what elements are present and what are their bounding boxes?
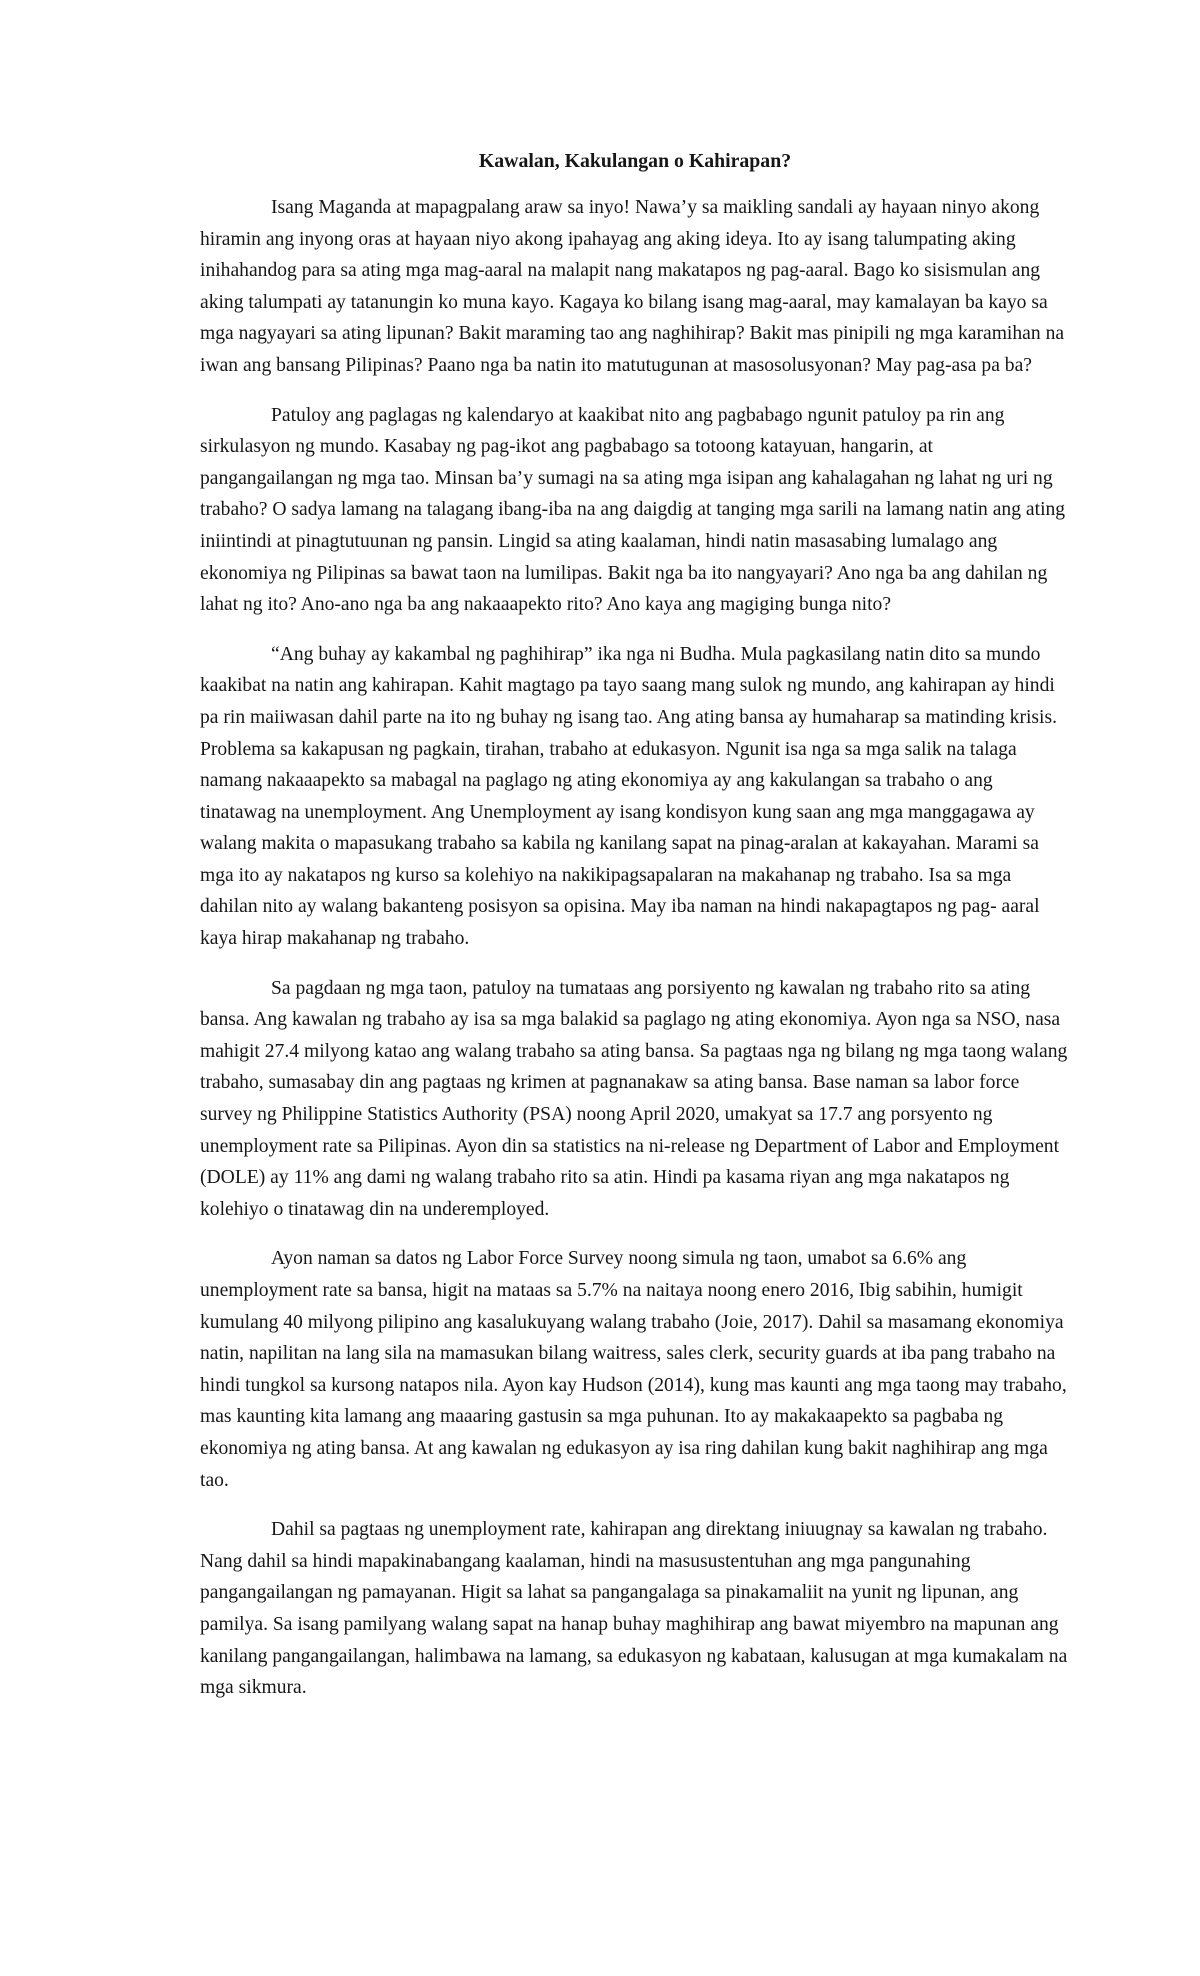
paragraph-3: “Ang buhay ay kakambal ng paghihirap” ika nga ni Budha. Mula pagkasilang natin dito sa mundo kaakibat na natin ang kahirapan. Kahit magtago pa tayo saang mang sulok ng mundo, ang kahirapan ay hindi pa rin maiiwasan dahil parte na ito ng buhay ng isang tao. Ang ating bansa ay humaharap sa matinding krisis. Problema sa kakapusan ng pagkain, tirahan, trabaho at edukasyon. Ngunit isa nga sa mga salik na talaga namang nakaaapekto sa mabagal na paglago ng ating ekonomiya ay ang kakulangan sa trabaho o ang tinatawag na unemployment. Ang Unemployment ay isang kondisyon kung saan ang mga manggagawa ay walang makita o mapasukang trabaho sa kabila ng kanilang sapat na pinag-aralan at kakayahan. Marami sa mga ito ay nakatapos ng kurso sa kolehiyo na nakikipagsapalaran na makahanap ng trabaho. Isa sa mga dahilan nito ay walang bakanteng posisyon sa opisina. May iba naman na hindi nakapagtapos ng pag- aaral kaya hirap makahanap ng trabaho. (200, 643, 1058, 950)
document-body (200, 146, 1070, 1722)
document-title: Kawalan, Kakulangan o Kahirapan? (478, 150, 792, 172)
paragraph-5: Ayon naman sa datos ng Labor Force Survey noong simula ng taon, umabot sa 6.6% ang unemployment rate sa bansa, higit na mataas sa 5.7% na naitaya noong enero 2016, Ibig sabihin, humigit kumulang 40 milyong pilipino ang kasalukuyang walang trabaho (Joie, 2017). Dahil sa masamang ekonomiya natin, napilitan na lang sila na mamasukan bilang waitress, sales clerk, security guards at iba pang trabaho na hindi tungkol sa kursong natapos nila. Ayon kay Hudson (2014), kung mas kaunti ang mga taong may trabaho, mas kaunting kita lamang ang maaaring gastusin sa mga puhunan. Ito ay makakaapekto sa pagbaba ng ekonomiya ng ating bansa. At ang kawalan ng edukasyon ay isa ring dahilan kung bakit naghihirap ang mga tao. (200, 1248, 1067, 1491)
paragraph-1: Isang Maganda at mapagpalang araw sa inyo! Nawa’y sa maikling sandali ay hayaan ninyo akong hiramin ang inyong oras at hayaan niyo akong ipahayag ang aking ideya. Ito ay isang talumpating aking inihahandog para sa ating mga mag-aaral na malapit nang makatapos ng pag-aaral. Bago ko sisismulan ang aking talumpati ay tatanungin ko muna kayo. Kagaya ko bilang isang mag-aaral, may kamalayan ba kayo sa mga nagyayari sa ating lipunan? Bakit maraming tao ang naghihirap? Bakit mas pinipili ng mga karamihan na iwan ang bansang Pilipinas? Paano nga ba natin ito matutugunan at masosolusyonan? May pag-asa pa ba? (200, 197, 1065, 376)
paragraph-4: Sa pagdaan ng mga taon, patuloy na tumataas ang porsiyento ng kawalan ng trabaho rito sa ating bansa. Ang kawalan ng trabaho ay isa sa mga balakid sa paglago ng ating ekonomiya. Ayon nga sa NSO, nasa mahigit 27.4 milyong katao ang walang trabaho sa ating bansa. Sa pagtaas nga ng bilang ng mga taong walang trabaho, sumasabay din ang pagtaas ng krimen at pagnanakaw sa ating bansa. Base naman sa labor force survey ng Philippine Statistics Authority (PSA) noong April 2020, umakyat sa 17.7 ang porsyento ng unemployment rate sa Pilipinas. Ayon din sa statistics na ni-release ng Department of Labor and Employment (DOLE) ay 11% ang dami ng walang trabaho rito sa atin. Hindi pa kasama riyan ang mga nakatapos ng kolehiyo o tinatawag din na underemployed. (200, 977, 1068, 1220)
paragraph-2: Patuloy ang paglagas ng kalendaryo at kaakibat nito ang pagbabago ngunit patuloy pa rin ang sirkulasyon ng mundo. Kasabay ng pag-ikot ang pagbabago sa totoong katayuan, hangarin, at pangangailangan ng mga tao. Minsan ba’y sumagi na sa ating mga isipan ang kahalagahan ng lahat ng uri ng trabaho? O sadya lamang na talagang ibang-iba na ang daigdig at tanging mga sarili na lamang natin ang ating iniintindi at pinagtutuunan ng pansin. Lingid sa ating kaalaman, hindi natin masasabing lumalago ang ekonomiya ng Pilipinas sa bawat taon na lumilipas. Bakit nga ba ito nangyayari? Ano nga ba ang dahilan ng lahat ng ito? Ano-ano nga ba ang nakaaapekto rito? Ano kaya ang magiging bunga nito? (200, 404, 1066, 616)
paragraph-6: Dahil sa pagtaas ng unemployment rate, kahirapan ang direktang iniuugnay sa kawalan ng trabaho. Nang dahil sa hindi mapakinabangang kaalaman, hindi na masusustentuhan ang mga pangunahing pangangailangan ng pamayanan. Higit sa lahat sa pangangalaga sa pinakamaliit na yunit ng lipunan, ang pamilya. Sa isang pamilyang walang sapat na hanap buhay maghihirap ang bawat miyembro na mapunan ang kanilang pangangailangan, halimbawa na lamang, sa edukasyon ng kabataan, kalusugan at mga kumakalam na mga sikmura. (200, 1519, 1068, 1699)
